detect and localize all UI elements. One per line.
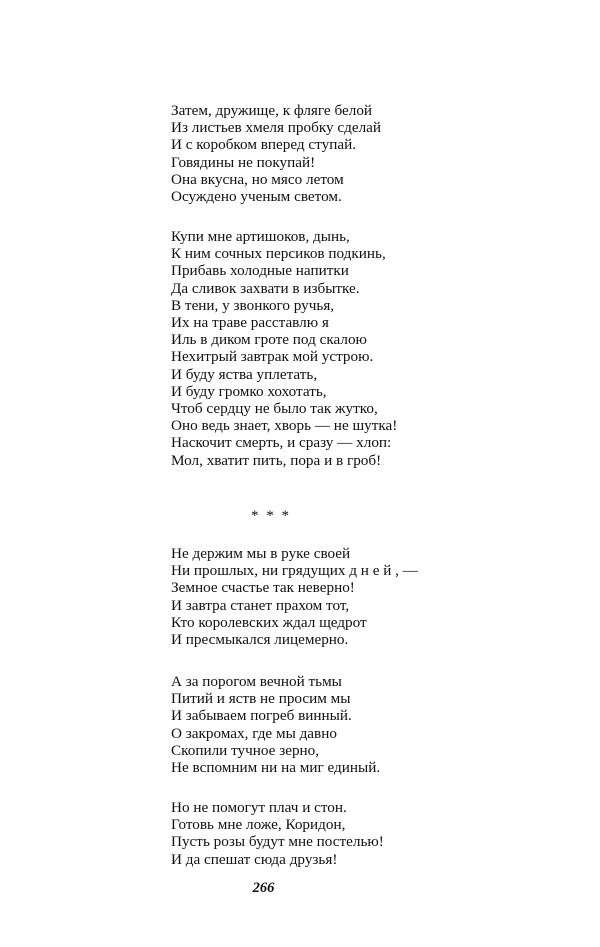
- verse-line: К ним сочных персиков подкинь,: [171, 245, 386, 263]
- verse-line: Питий и яств не просим мы: [171, 690, 351, 708]
- verse-line: Иль в диком гроте под скалою: [171, 331, 367, 349]
- verse-line: И буду яства уплетать,: [171, 365, 318, 383]
- verse-line: Осуждено ученым светом.: [171, 188, 342, 206]
- verse-line: Не держим мы в руке своей: [171, 545, 351, 562]
- stanza-2: [171, 228, 397, 469]
- verse-line: Их на траве расставлю я: [171, 314, 329, 332]
- verse-line: И с коробком вперед ступай.: [171, 136, 356, 154]
- verse-line: Она вкусна, но мясо летом: [171, 170, 344, 188]
- verse-line: Наскочит смерть, и сразу — хлоп:: [171, 434, 392, 452]
- stanza-4: [171, 673, 380, 776]
- verse-line: Ни прошлых, ни грядущих д н е й , —: [171, 562, 418, 580]
- verse-line: О закромах, где мы давно: [171, 724, 337, 742]
- verse-line: Нехитрый завтрак мой устрою.: [171, 348, 374, 366]
- verse-line: А за порогом вечной тьмы: [171, 673, 342, 690]
- verse-line: Оно ведь знает, хворь — не шутка!: [171, 417, 398, 435]
- stanza-5: [171, 799, 384, 868]
- verse-line: В тени, у звонкого ручья,: [171, 296, 335, 314]
- verse-line: Не вспомним ни на миг единый.: [171, 759, 381, 777]
- verse-line: Но не помогут плач и стон.: [171, 799, 347, 816]
- section-divider: * * *: [251, 508, 291, 524]
- page-number: 266: [252, 880, 275, 896]
- verse-line: Скопили тучное зерно,: [171, 741, 320, 759]
- verse-line: И завтра станет прахом тот,: [171, 596, 350, 614]
- verse-line: Кто королевских ждал щедрот: [171, 613, 367, 631]
- stanza-1: [171, 102, 381, 205]
- verse-line: Да сливок захвати в избытке.: [171, 279, 360, 297]
- verse-line: Из листьев хмеля пробку сделай: [171, 119, 382, 137]
- verse-line: Земное счастье так неверно!: [171, 579, 355, 597]
- verse-line: Готовь мне ложе, Коридон,: [171, 816, 346, 834]
- verse-line: И пресмыкался лицемерно.: [171, 631, 349, 649]
- verse-line: Прибавь холодные напитки: [171, 262, 349, 280]
- verse-line: И буду громко хохотать,: [171, 382, 327, 400]
- verse-line: И да спешат сюда друзья!: [171, 850, 338, 868]
- stanza-3: [171, 545, 418, 648]
- verse-line: Говядины не покупай!: [171, 153, 316, 171]
- verse-line: Чтоб сердцу не было так жутко,: [171, 400, 378, 418]
- verse-line: Пусть розы будут мне постелью!: [171, 833, 384, 851]
- verse-line: Затем, дружище, к фляге белой: [171, 102, 373, 119]
- verse-line: Купи мне артишоков, дынь,: [171, 228, 350, 245]
- verse-line: И забываем погреб винный.: [171, 707, 352, 725]
- verse-line: Мол, хватит пить, пора и в гроб!: [171, 451, 382, 469]
